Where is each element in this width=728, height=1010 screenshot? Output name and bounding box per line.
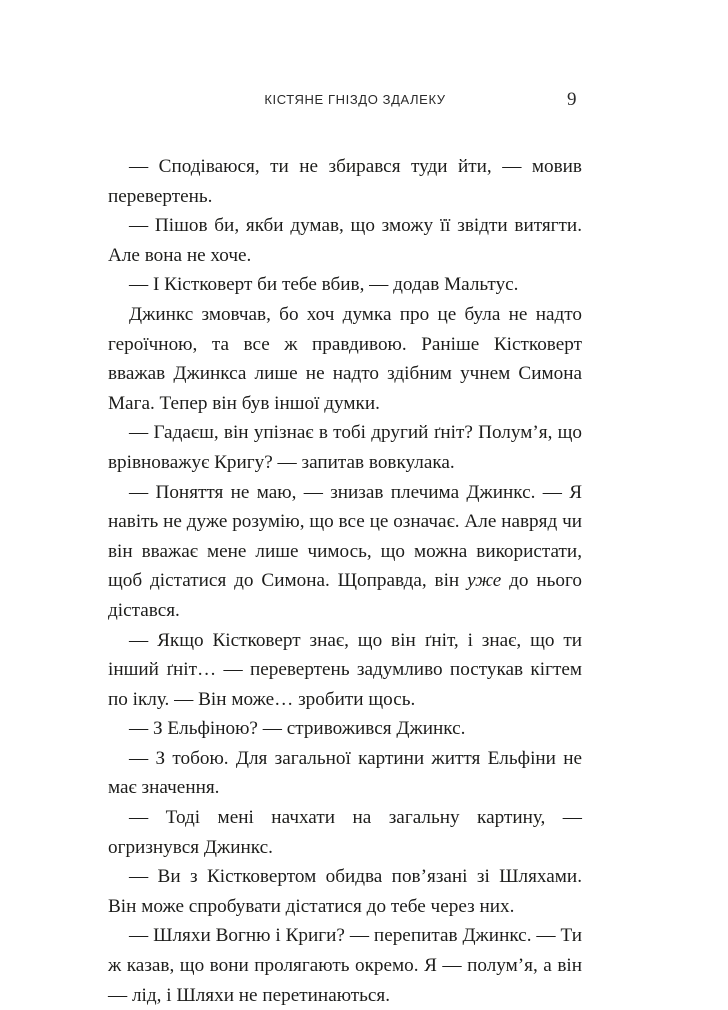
- paragraph: — Шляхи Вогню і Криги? — перепитав Джинкс. — Ти ж казав, що вони пролягають окремо. Я — полум’я, а він — лід, і Шляхи не перетинаються.: [108, 925, 582, 1006]
- emphasis-text: уже: [467, 570, 502, 592]
- paragraph: — Сподіваюся, ти не збирався туди йти, — мовив перевертень.: [108, 156, 582, 207]
- paragraph: Джинкс змовчав, бо хоч думка про це була не надто героїчною, та все ж правдивою. Раніше Кістковерт вважав Джинкса лише не надто здібним учнем Симона Мага. Тепер він був іншої думки.: [108, 303, 582, 414]
- paragraph-text: — Поняття не маю, — знизав плечима Джинкс. — Я навіть не дуже розумію, що все це означає. Але навряд чи він вважає мене лише чимось, що можна використати, щоб дістатися до Симона. Щоправда, він: [108, 481, 582, 592]
- paragraph: — Пішов би, якби думав, що зможу її звідти витягти. Але вона не хоче.: [108, 215, 582, 266]
- page-number: 9: [567, 89, 577, 110]
- paragraph: — Гадаєш, він упізнає в тобі другий ґніт? Полум’я, що врівноважує Кригу? — запитав вовкулака.: [108, 422, 582, 473]
- paragraph: — Тоді мені начхати на загальну картину, — огризнувся Джинкс.: [108, 807, 582, 858]
- paragraph: — З тобою. Для загальної картини життя Ельфіни не має значення.: [108, 747, 582, 799]
- paragraph-text: до нього дістався.: [108, 570, 582, 621]
- paragraph: [108, 478, 582, 626]
- paragraph: — Ви з Кістковертом обидва пов’язані зі Шляхами. Він може спробувати дістатися до тебе через них.: [108, 866, 582, 917]
- running-title: КІСТЯНЕ ГНІЗДО ЗДАЛЕКУ: [264, 92, 446, 107]
- paragraph: — Якщо Кістковерт знає, що він ґніт, і знає, що ти інший ґніт… — перевертень задумливо постукав кігтем по іклу. — Він може… зробити щось.: [108, 629, 582, 710]
- body-text: [108, 152, 582, 1010]
- paragraph: — З Ельфіною? — стривожився Джинкс.: [129, 718, 466, 740]
- paragraph: — І Кістковерт би тебе вбив, — додав Мальтус.: [129, 274, 519, 296]
